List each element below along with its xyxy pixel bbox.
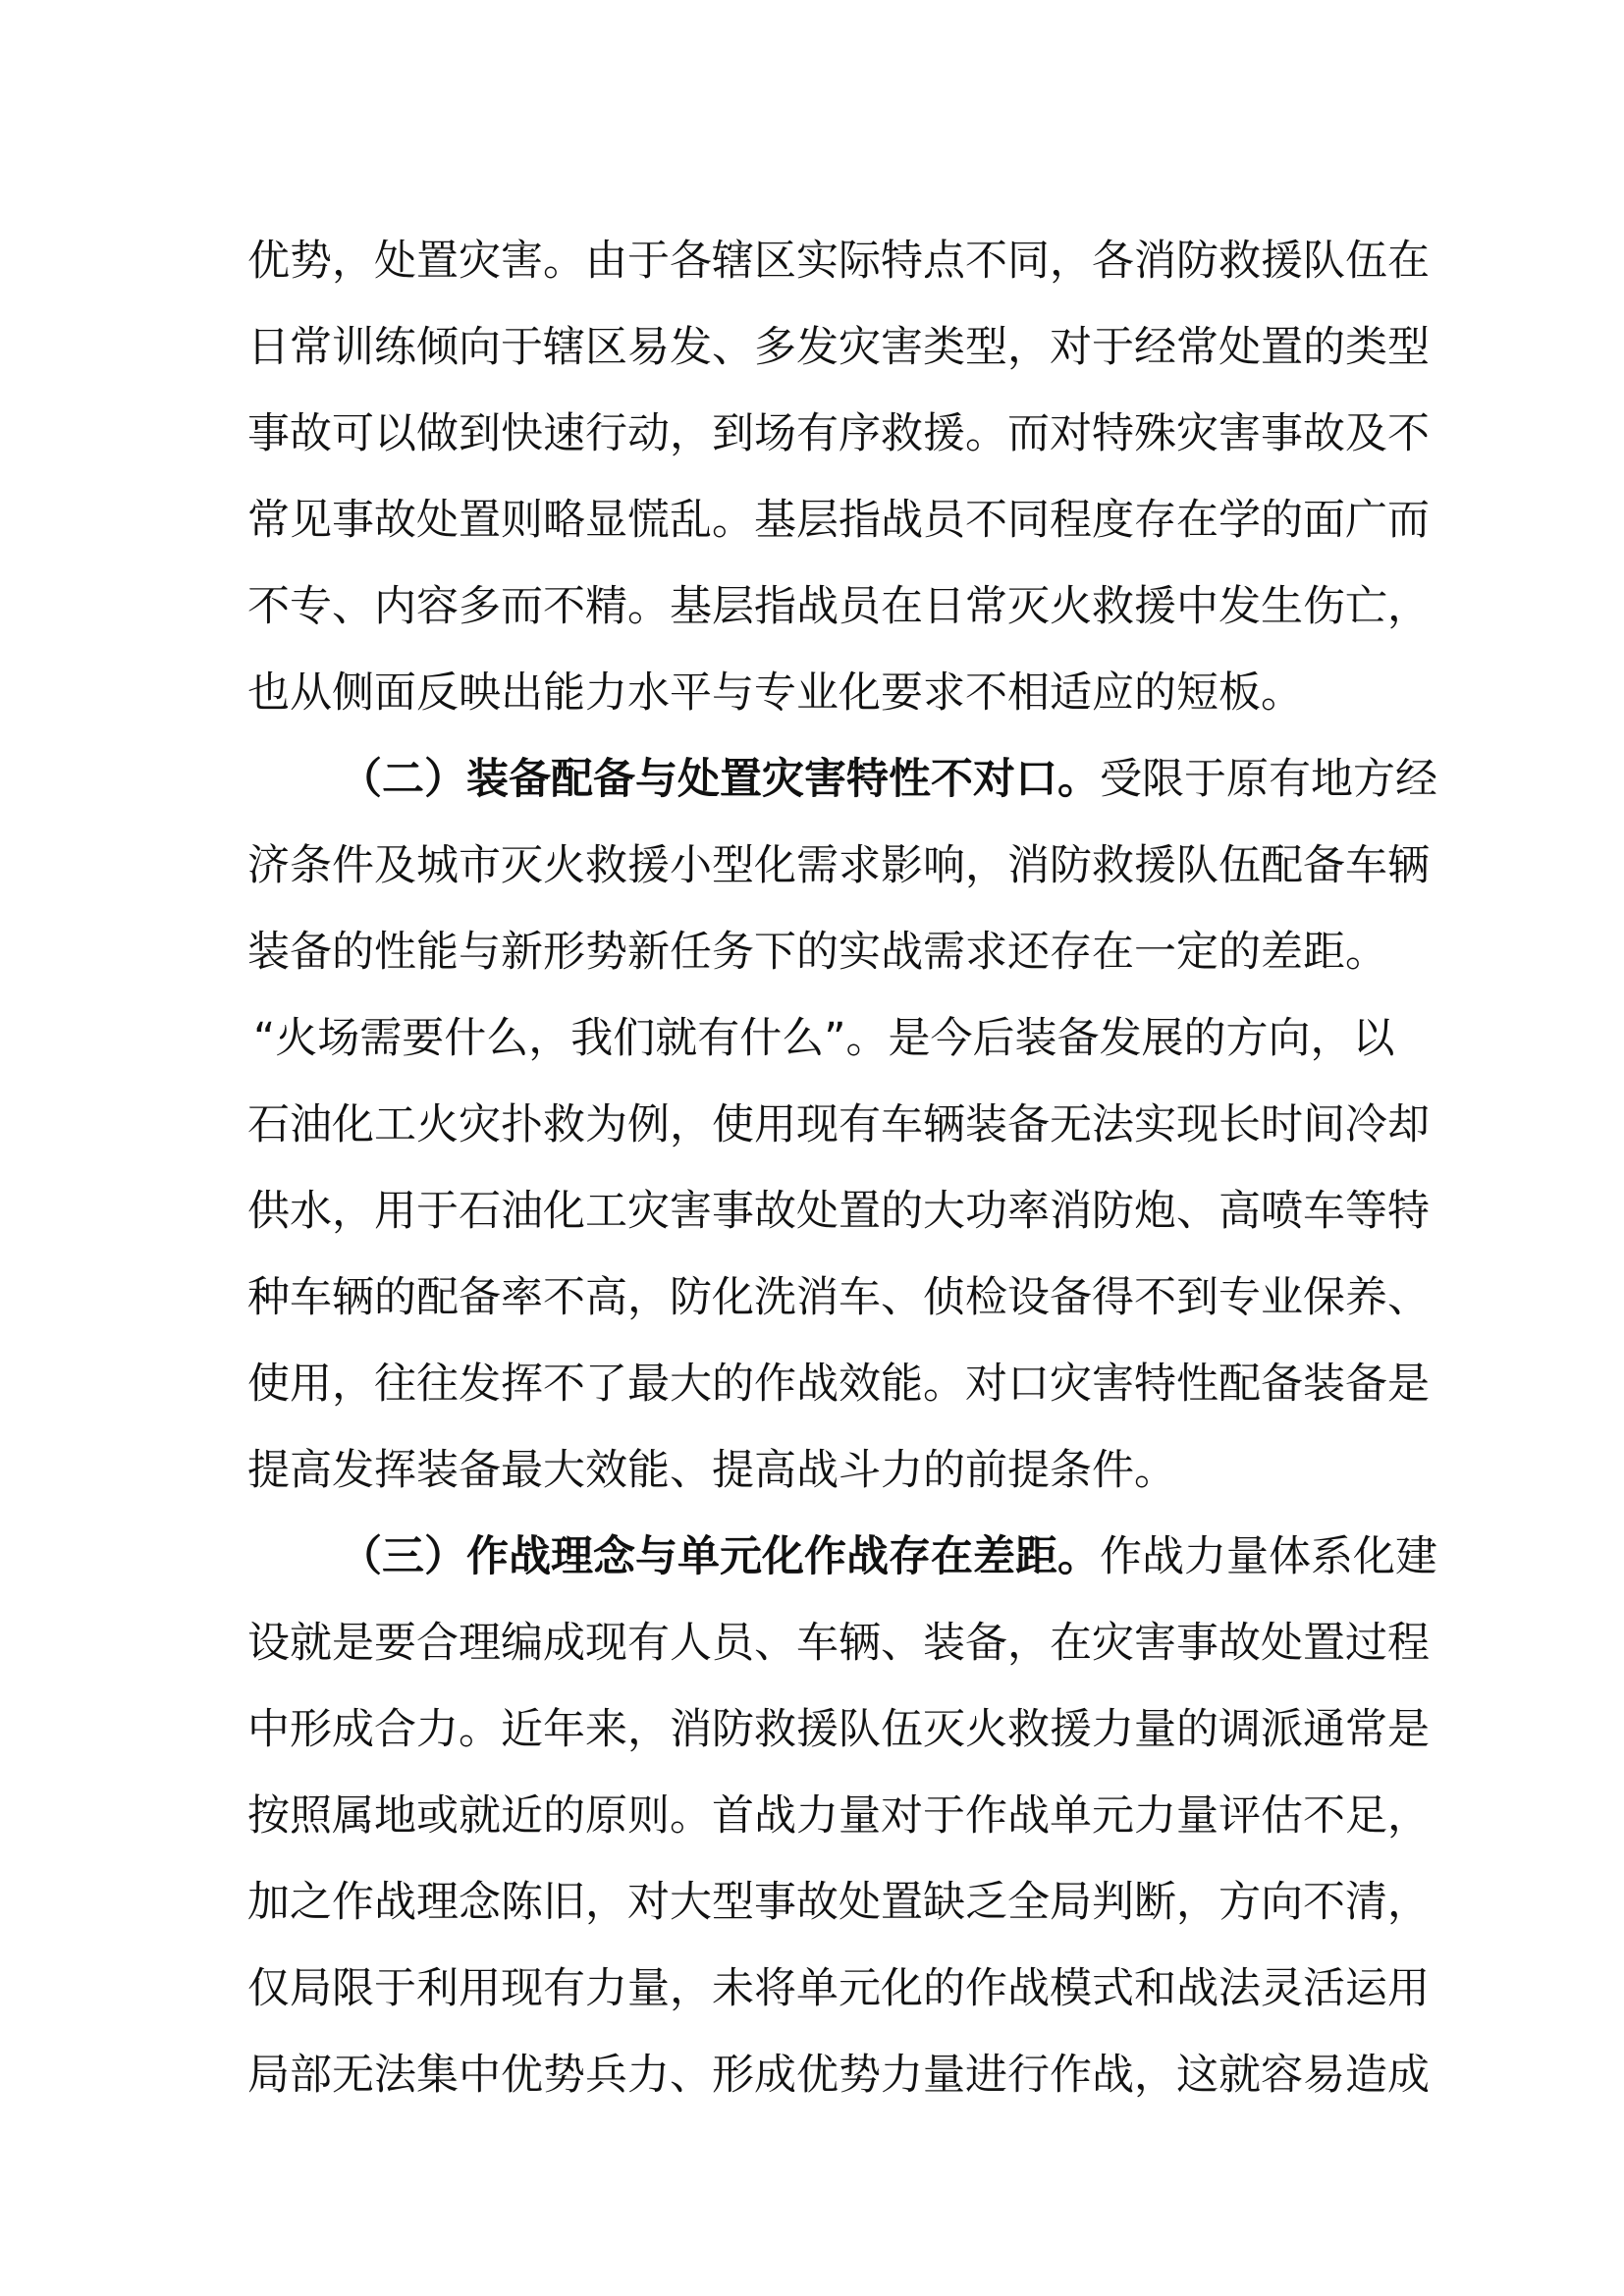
paragraph-line: 事故可以做到快速行动，到场有序救援。而对特殊灾害事故及不 — [247, 409, 1430, 458]
paragraph-line: 济条件及城市灭火救援小型化需求影响，消防救援队伍配备车辆 — [247, 841, 1430, 890]
section-3-first-line — [340, 1514, 1437, 1600]
paragraph-line: 常见事故处置则略显慌乱。基层指战员不同程度存在学的面广而 — [247, 496, 1430, 545]
paragraph-line: 提高发挥装备最大效能、提高战斗力的前提条件。 — [247, 1446, 1176, 1495]
paragraph-line: 加之作战理念陈旧，对大型事故处置缺乏全局判断，方向不清， — [247, 1878, 1430, 1927]
paragraph-line: 不专、内容多而不精。基层指战员在日常灭火救援中发生伤亡， — [247, 582, 1430, 631]
paragraph-line: 中形成合力。近年来，消防救援队伍灭火救援力量的调派通常是 — [247, 1705, 1430, 1754]
paragraph-line: 使用，往往发挥不了最大的作战效能。对口灾害特性配备装备是 — [247, 1360, 1430, 1409]
paragraph-line: 种车辆的配备率不高，防化洗消车、侦检设备得不到专业保养、 — [247, 1273, 1430, 1322]
section-3-first-line-text: 作战力量体系化建 — [1100, 1532, 1437, 1581]
section-2-first-line-text: 受限于原有地方经 — [1100, 755, 1437, 804]
paragraph-line: “火场需要什么，我们就有什么”。是今后装备发展的方向，以 — [253, 1014, 1395, 1063]
paragraph-line: 石油化工火灾扑救为例，使用现有车辆装备无法实现长时间冷却 — [247, 1100, 1430, 1149]
section-3-heading: （三）作战理念与单元化作战存在差距。 — [340, 1532, 1100, 1581]
paragraph-line: 日常训练倾向于辖区易发、多发灾害类型，对于经常处置的类型 — [247, 323, 1430, 372]
paragraph-line: 也从侧面反映出能力水平与专业化要求不相适应的短板。 — [247, 668, 1303, 718]
paragraph-line: 设就是要合理编成现有人员、车辆、装备，在灾害事故处置过程 — [247, 1619, 1430, 1668]
paragraph-line: 装备的性能与新形势新任务下的实战需求还存在一定的差距。 — [247, 928, 1387, 977]
paragraph-line: 仅局限于利用现有力量，未将单元化的作战模式和战法灵活运用 — [247, 1964, 1430, 2013]
section-2-first-line — [340, 736, 1437, 823]
section-2-heading: （二）装备配备与处置灾害特性不对口。 — [340, 755, 1100, 804]
paragraph-line: 按照属地或就近的原则。首战力量对于作战单元力量评估不足， — [247, 1791, 1430, 1841]
paragraph-line: 优势，处置灾害。由于各辖区实际特点不同，各消防救援队伍在 — [247, 237, 1430, 286]
paragraph-line: 供水，用于石油化工灾害事故处置的大功率消防炮、高喷车等特 — [247, 1187, 1430, 1236]
paragraph-line: 局部无法集中优势兵力、形成优势力量进行作战，这就容易造成 — [247, 2051, 1430, 2100]
